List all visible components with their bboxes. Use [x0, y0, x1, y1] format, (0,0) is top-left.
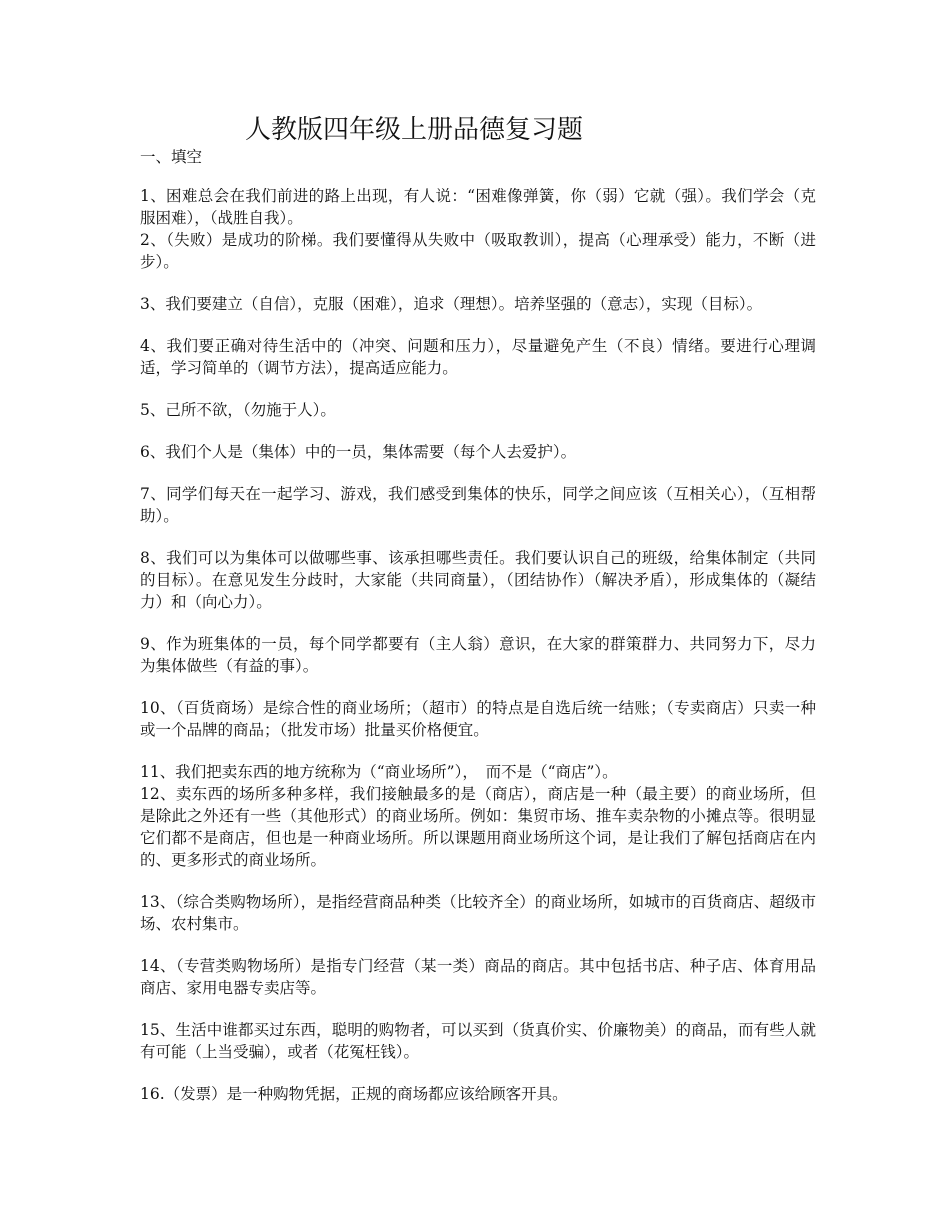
question-item-5: 5、己所不欲，（勿施于人）。	[140, 401, 336, 419]
question-item-4: 4、我们要正确对待生活中的（冲突、问题和压力），尽量避免产生（不良）情绪。要进行心理调适，学习简单的（调节方法），提高适应能力。	[140, 337, 816, 377]
question-item-8: 8、我们可以为集体可以做哪些事、该承担哪些责任。我们要认识自己的班级，给集体制定（共同的目标）。在意见发生分歧时，大家能（共同商量），（团结协作）（解决矛盾），形成集体的（凝结力）和（向心力）。	[140, 549, 816, 611]
question-item-10: 10、（百货商场）是综合性的商业场所；（超市）的特点是自选后统一结账；（专卖商店）只卖一种或一个品牌的商品；（批发市场）批量买价格便宜。	[140, 699, 816, 739]
question-item-11: 11、我们把卖东西的地方统称为（“商业场所”）， 而不是（“商店”）。	[140, 763, 618, 781]
section-heading: 一、填空	[140, 148, 203, 166]
question-item-1: 1、困难总会在我们前进的路上出现，有人说：“困难像弹簧，你（弱）它就（强）。我们学会（克服困难），（战胜自我）。	[140, 187, 816, 227]
question-item-12: 12、卖东西的场所多种多样，我们接触最多的是（商店），商店是一种（最主要）的商业场所，但是除此之外还有一些（其他形式）的商业场所。例如：集贸市场、推车卖杂物的小摊点等。很明显它们都不是商店，但也是一种商业场所。所以课题用商业场所这个词，是让我们了解包括商店在内的、更多形式的商业场所。	[140, 785, 816, 869]
question-item-3: 3、我们要建立（自信），克服（困难），追求（理想）。培养坚强的（意志），实现（目标）。	[140, 295, 763, 313]
question-item-14: 14、（专营类购物场所）是指专门经营（某一类）商品的商店。其中包括书店、种子店、体育用品商店、家用电器专卖店等。	[140, 957, 816, 997]
question-item-6: 6、我们个人是（集体）中的一员，集体需要（每个人去爱护）。	[140, 443, 577, 461]
question-item-16: 16.（发票）是一种购物凭据，正规的商场都应该给顾客开具。	[140, 1085, 568, 1103]
question-item-2: 2、（失败）是成功的阶梯。我们要懂得从失败中（吸取教训），提高（心理承受）能力，不断（进步）。	[140, 231, 816, 271]
document-title: 人教版四年级上册品德复习题	[245, 115, 584, 145]
question-item-7: 7、同学们每天在一起学习、游戏，我们感受到集体的快乐，同学之间应该（互相关心），（互相帮助）。	[140, 485, 816, 525]
question-item-9: 9、作为班集体的一员，每个同学都要有（主人翁）意识，在大家的群策群力、共同努力下，尽力为集体做些（有益的事）。	[140, 635, 816, 675]
question-item-15: 15、生活中谁都买过东西，聪明的购物者，可以买到（货真价实、价廉物美）的商品，而有些人就有可能（上当受骗），或者（花冤枉钱）。	[140, 1021, 816, 1061]
question-item-13: 13、（综合类购物场所），是指经营商品种类（比较齐全）的商业场所，如城市的百货商店、超级市场、农村集市。	[140, 893, 816, 933]
question-list	[140, 185, 816, 1125]
